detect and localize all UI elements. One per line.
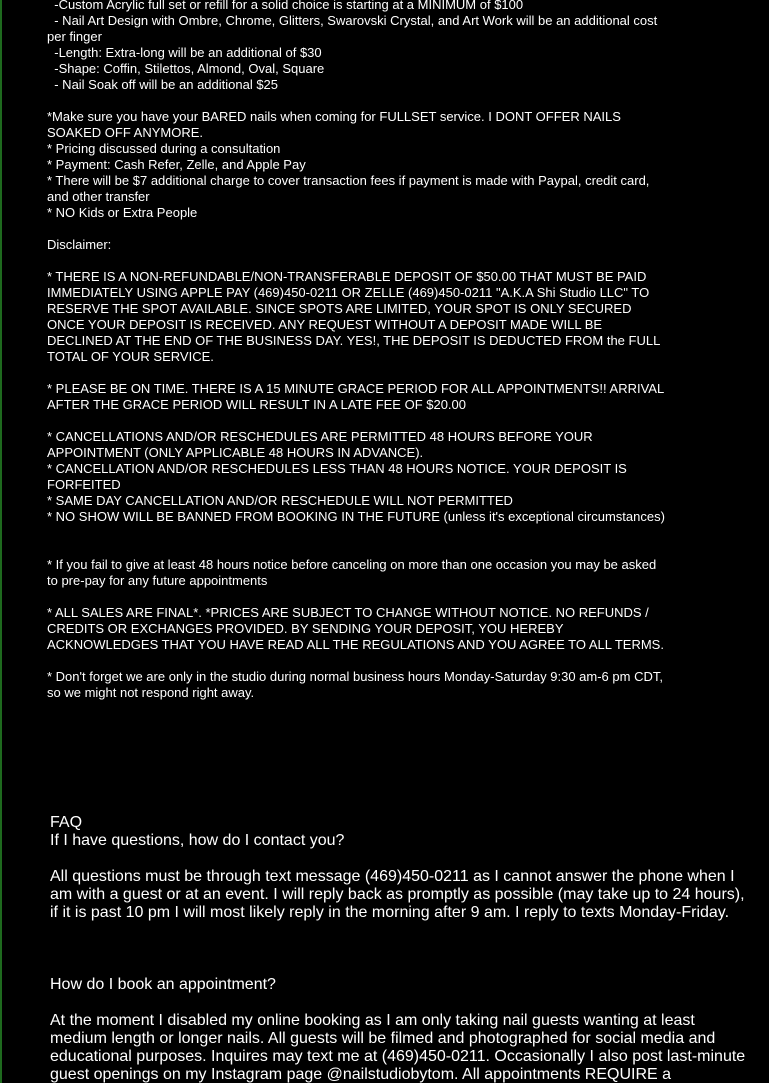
spacer bbox=[47, 589, 667, 605]
spacer bbox=[47, 93, 667, 109]
spacer bbox=[47, 525, 667, 541]
spacer bbox=[47, 541, 667, 557]
faq-answer-booking: At the moment I disabled my online booking as I am only taking nail guests wanting at least medium length or longer nails. All guests will be filmed and photographed for social media and educational purposes. Inquires may text me at (469)450-0211. Occasionally I also post last-minute guest openings on my Instagram page @nailstudiobytom. All appointments REQUIRE a bbox=[50, 1012, 746, 1083]
disclaimer-on-time: * PLEASE BE ON TIME. THERE IS A 15 MINUTE GRACE PERIOD FOR ALL APPOINTMENTS!! ARRIVAL AFTER THE GRACE PERIOD WILL RESULT IN A LATE FEE OF $20.00 bbox=[47, 381, 667, 412]
faq-heading: FAQ bbox=[50, 814, 83, 831]
faq-answer-contact: All questions must be through text message (469)450-0211 as I cannot answer the phone when I am with a guest or at an event. I will reply back as promptly as possible (may take up to 24 hours), if it is past 10 pm I will most likely reply in the morning after 9 am. I reply to texts Monday-Friday. bbox=[50, 868, 745, 921]
faq-question-booking: How do I book an appointment? bbox=[50, 976, 276, 993]
policy-line-soak-off: - Nail Soak off will be an additional $25 bbox=[47, 77, 279, 92]
policy-line-nail-art: - Nail Art Design with Ombre, Chrome, Glitters, Swarovski Crystal, and Art Work will be an additional cost per finger bbox=[47, 13, 661, 44]
spacer bbox=[47, 653, 667, 669]
note-payment: * Payment: Cash Refer, Zelle, and Apple Pay bbox=[47, 157, 306, 172]
note-bared-nails: *Make sure you have your BARED nails when coming for FULLSET service. I DONT OFFER NAILS SOAKED OFF ANYMORE. bbox=[47, 109, 625, 140]
disclaimer-deposit: * THERE IS A NON-REFUNDABLE/NON-TRANSFERABLE DEPOSIT OF $50.00 THAT MUST BE PAID IMMEDIATELY USING APPLE PAY (469)450-0211 OR ZELLE (469)450-0211 "A.K.A Shi Studio LLC" TO RESERVE THE SPOT AVAILABLE. SINCE SPOTS ARE LIMITED, YOUR SPOT IS ONLY SECURED ONCE YOUR DEPOSIT IS RECEIVED. ANY REQUEST WITHOUT A DEPOSIT MADE WILL BE DECLINED AT THE END OF THE BUSINESS DAY. YES!, THE DEPOSIT IS DEDUCTED FROM the FULL TOTAL OF YOUR SERVICE. bbox=[47, 269, 664, 364]
note-pricing: * Pricing discussed during a consultation bbox=[47, 141, 281, 156]
spacer bbox=[50, 922, 750, 976]
disclaimer-cancellation-forfeit: * CANCELLATION AND/OR RESCHEDULES LESS THAN 48 HOURS NOTICE. YOUR DEPOSIT IS FORFEITED bbox=[47, 461, 631, 492]
disclaimer-same-day: * SAME DAY CANCELLATION AND/OR RESCHEDULE WILL NOT PERMITTED bbox=[47, 493, 513, 508]
disclaimer-no-show: * NO SHOW WILL BE BANNED FROM BOOKING IN THE FUTURE (unless it's exceptional circumstances) bbox=[47, 509, 665, 524]
spacer bbox=[50, 850, 750, 868]
spacer bbox=[47, 253, 667, 269]
policy-line-shape: -Shape: Coffin, Stilettos, Almond, Oval, Square bbox=[47, 61, 325, 76]
spacer bbox=[47, 221, 667, 237]
spacer bbox=[47, 365, 667, 381]
faq-question-contact: If I have questions, how do I contact you? bbox=[50, 832, 345, 849]
faq-section bbox=[50, 814, 750, 1083]
page-left-edge bbox=[0, 0, 2, 1083]
policy-line-length: -Length: Extra-long will be an additional of $30 bbox=[47, 45, 322, 60]
disclaimer-final-sales: * ALL SALES ARE FINAL*. *PRICES ARE SUBJECT TO CHANGE WITHOUT NOTICE. NO REFUNDS / CREDITS OR EXCHANGES PROVIDED. BY SENDING YOUR DEPOSIT, YOU HEREBY ACKNOWLEDGES THAT YOU HAVE READ ALL THE REGULATIONS AND YOU AGREE TO ALL TERMS. bbox=[47, 605, 664, 652]
disclaimer-heading: Disclaimer: bbox=[47, 237, 112, 252]
disclaimer-business-hours: * Don't forget we are only in the studio during normal business hours Monday-Saturday 9:30 am-6 pm CDT, so we might not respond right away. bbox=[47, 669, 667, 700]
policy-line-acrylic: -Custom Acrylic full set or refill for a solid choice is starting at a MINIMUM of $100 bbox=[47, 0, 524, 12]
policy-section bbox=[47, 0, 667, 701]
note-transaction-fee: * There will be $7 additional charge to cover transaction fees if payment is made with Paypal, credit card, and other transfer bbox=[47, 173, 654, 204]
spacer bbox=[50, 994, 750, 1012]
spacer bbox=[47, 413, 667, 429]
disclaimer-cancellation-48h: * CANCELLATIONS AND/OR RESCHEDULES ARE PERMITTED 48 HOURS BEFORE YOUR APPOINTMENT (ONLY APPLICABLE 48 HOURS IN ADVANCE). bbox=[47, 429, 596, 460]
disclaimer-prepay: * If you fail to give at least 48 hours notice before canceling on more than one occasion you may be asked to pre-pay for any future appointments bbox=[47, 557, 660, 588]
note-no-kids: * NO Kids or Extra People bbox=[47, 205, 198, 220]
